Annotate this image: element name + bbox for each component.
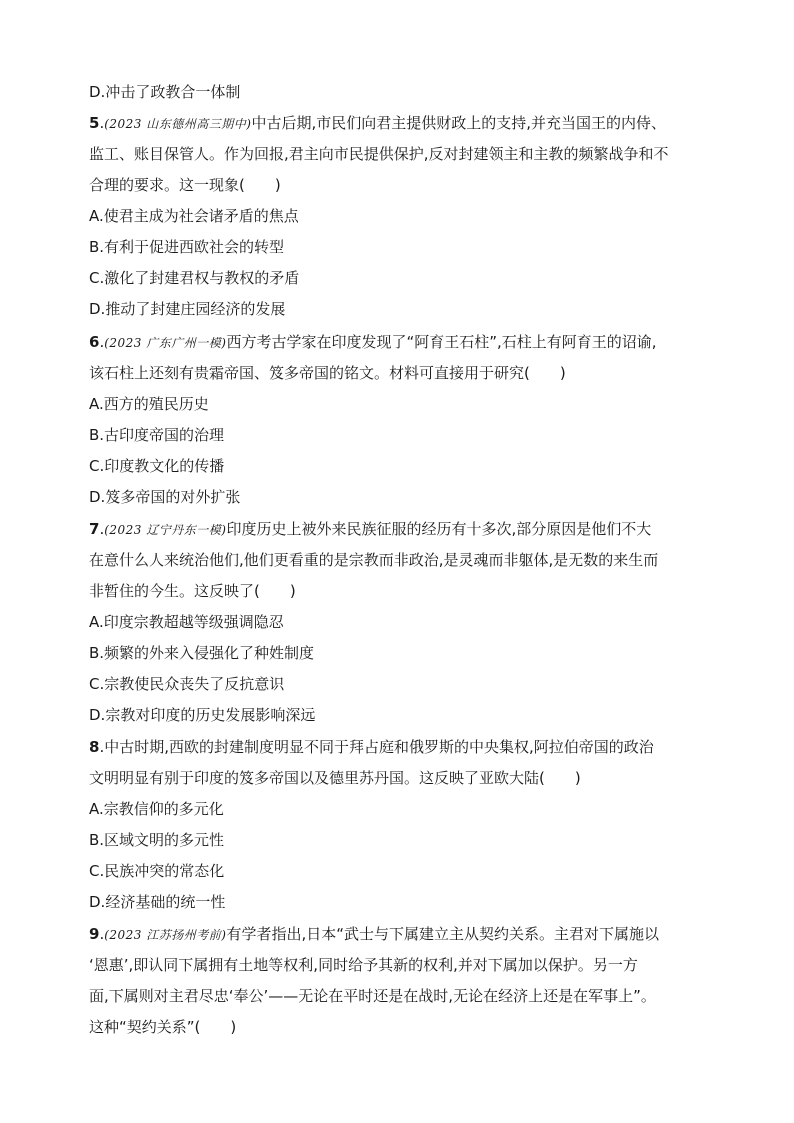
question-source: (2023 辽宁丹东一模): [104, 523, 227, 537]
question-source: (2023 山东德州高三期中): [104, 117, 252, 131]
question-9-line-1: 9.(2023 江苏扬州考前)有学者指出,日本“武士与下属建立主从契约关系。主君对下属施以: [89, 925, 659, 943]
question-number: 5: [89, 114, 100, 132]
option-c: C.宗教使民众丧失了反抗意识: [89, 675, 285, 693]
question-stem-line: 印度历史上被外来民族征服的经历有十多次,部分原因是他们不大: [226, 520, 652, 538]
option-a: A.印度宗教超越等级强调隐忍: [89, 613, 284, 631]
question-number: 6: [89, 333, 100, 351]
option-b: B.区域文明的多元性: [89, 831, 225, 849]
question-7-line-1: 7.(2023 辽宁丹东一模)印度历史上被外来民族征服的经历有十多次,部分原因是他们不大: [89, 520, 652, 538]
question-number: 8: [89, 738, 100, 756]
question-source: (2023 广东广州一模): [104, 336, 227, 350]
question-stem-line: 这种“契约关系”( ): [89, 1018, 237, 1036]
question-stem-line: 非暂住的今生。这反映了( ): [89, 582, 296, 600]
question-stem-line: 监工、账目保管人。作为回报,君主向市民提供保护,反对封建领主和主教的频繁战争和不: [89, 145, 669, 163]
option-a: A.宗教信仰的多元化: [89, 800, 224, 818]
question-stem-line: 文明明显有别于印度的笈多帝国以及德里苏丹国。这反映了亚欧大陆( ): [89, 769, 581, 787]
prev-option-d: D.冲击了政教合一体制: [89, 83, 241, 101]
question-6-line-1: 6.(2023 广东广州一模)西方考古学家在印度发现了“阿育王石柱”,石柱上有阿育王的诏谕,: [89, 333, 657, 351]
option-a: A.使君主成为社会诸矛盾的焦点: [89, 207, 299, 225]
option-b: B.有利于促进西欧社会的转型: [89, 238, 285, 256]
option-c: C.印度教文化的传播: [89, 457, 225, 475]
question-stem-line: 西方考古学家在印度发现了“阿育王石柱”,石柱上有阿育王的诏谕,: [226, 333, 657, 351]
question-stem-line: 中古时期,西欧的封建制度明显不同于拜占庭和俄罗斯的中央集权,阿拉伯帝国的政治: [104, 738, 654, 756]
option-d: D.推动了封建庄园经济的发展: [89, 300, 286, 318]
question-stem-line: 该石柱上还刻有贵霜帝国、笈多帝国的铭文。材料可直接用于研究( ): [89, 364, 566, 382]
question-stem-line: 中古后期,市民们向君主提供财政上的支持,并充当国王的内侍、: [251, 114, 666, 132]
question-5-line-1: 5.(2023 山东德州高三期中)中古后期,市民们向君主提供财政上的支持,并充当国王的内侍、: [89, 114, 666, 132]
question-number: 9: [89, 925, 100, 943]
option-d: D.经济基础的统一性: [89, 893, 226, 911]
question-stem-line: ‘恩惠’,即认同下属拥有土地等权利,同时给予其新的权利,并对下属加以保护。另一方: [89, 956, 638, 974]
option-d: D.笈多帝国的对外扩张: [89, 488, 241, 506]
option-c: C.激化了封建君权与教权的矛盾: [89, 269, 300, 287]
option-a: A.西方的殖民历史: [89, 395, 209, 413]
question-source: (2023 江苏扬州考前): [104, 928, 227, 942]
question-number: 7: [89, 520, 100, 538]
question-stem-line: 在意什么人来统治他们,他们更看重的是宗教而非政治,是灵魂而非躯体,是无数的来生而: [89, 551, 659, 569]
option-b: B.古印度帝国的治理: [89, 426, 225, 444]
option-b: B.频繁的外来入侵强化了种姓制度: [89, 644, 315, 662]
question-stem-line: 面,下属则对主君尽忠‘奉公’——无论在平时还是在战时,无论在经济上还是在军事上”。: [89, 987, 656, 1005]
question-stem-line: 有学者指出,日本“武士与下属建立主从契约关系。主君对下属施以: [226, 925, 659, 943]
question-8-line-1: 8.中古时期,西欧的封建制度明显不同于拜占庭和俄罗斯的中央集权,阿拉伯帝国的政治: [89, 738, 654, 756]
option-d: D.宗教对印度的历史发展影响深远: [89, 706, 316, 724]
question-stem-line: 合理的要求。这一现象( ): [89, 176, 281, 194]
option-c: C.民族冲突的常态化: [89, 862, 225, 880]
